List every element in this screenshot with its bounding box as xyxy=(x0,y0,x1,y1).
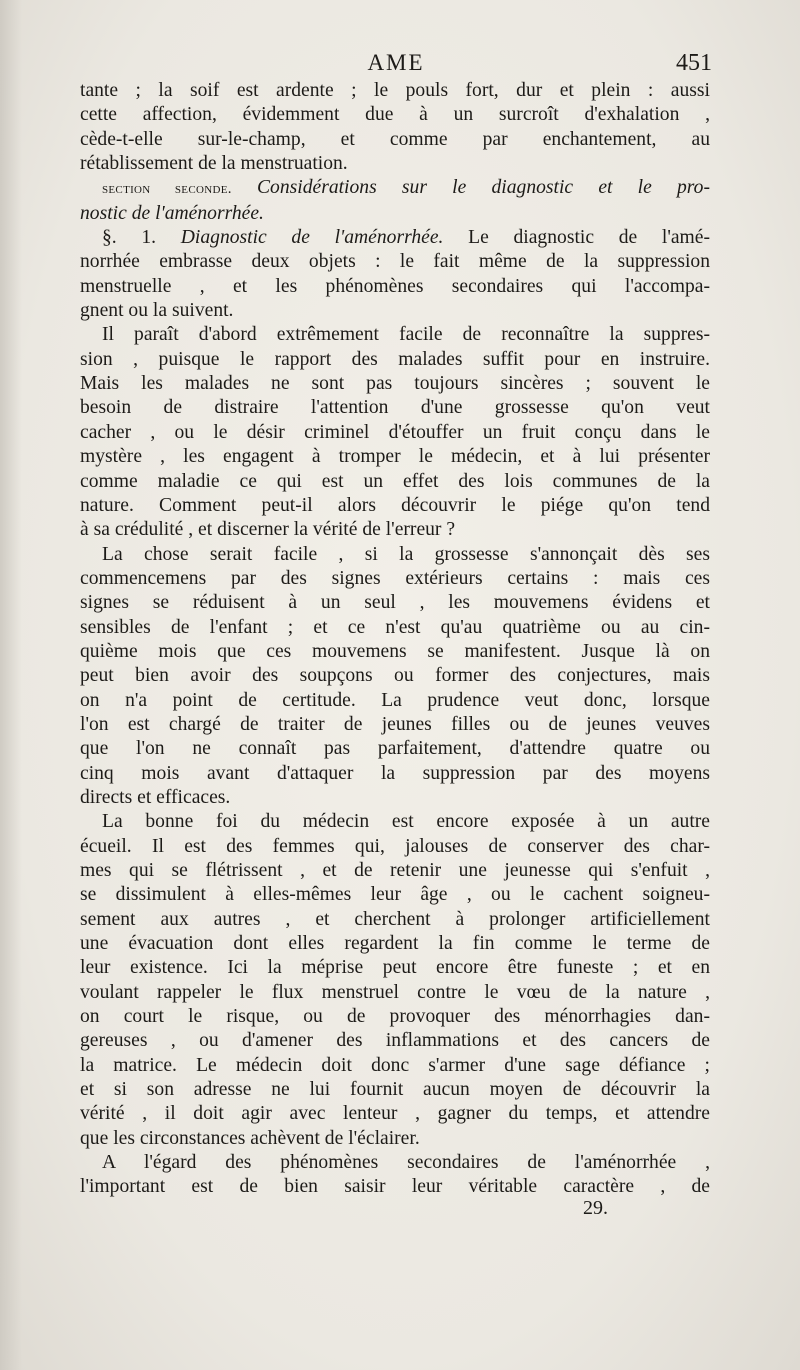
line-text: sion , puisque le rapport des malades suffit pour en instruire. xyxy=(80,348,710,370)
text-line xyxy=(80,202,710,226)
text-line xyxy=(80,1005,710,1029)
text-line xyxy=(80,226,710,250)
text-line xyxy=(80,323,710,347)
text-line xyxy=(80,956,710,980)
text-line xyxy=(80,372,710,396)
line-text: La bonne foi du médecin est encore exposée à un autre xyxy=(102,811,710,833)
page-number: 451 xyxy=(676,50,712,76)
text-line xyxy=(80,713,710,737)
text-line xyxy=(80,152,710,176)
text-line xyxy=(80,79,710,103)
body-text xyxy=(80,79,710,1200)
text-line xyxy=(80,396,710,420)
line-text: besoin de distraire l'attention d'une grossesse qu'on veut xyxy=(80,397,710,419)
line-text: A l'égard des phénomènes secondaires de l'aménorrhée , xyxy=(102,1152,710,1174)
text-line xyxy=(80,128,710,152)
text-line xyxy=(80,859,710,883)
text-line xyxy=(80,250,710,274)
text-line xyxy=(80,518,710,542)
text-line xyxy=(80,299,710,323)
italic-heading: Considérations sur le diagnostic et le pro- xyxy=(256,177,710,199)
text-line xyxy=(80,737,710,761)
line-text: cacher , ou le désir criminel d'étouffer un fruit conçu dans le xyxy=(80,421,710,443)
line-text: Mais les malades ne sont pas toujours sincères ; souvent le xyxy=(80,373,710,395)
text-line xyxy=(80,275,710,299)
text-line xyxy=(80,786,710,810)
line-text: mes qui se flétrissent , et de retenir une jeunesse qui s'enfuit , xyxy=(80,860,710,881)
text-line xyxy=(80,591,710,615)
text-line xyxy=(80,981,710,1005)
line-text: leur existence. Ici la méprise peut encore être funeste ; et en xyxy=(80,957,710,979)
text-line xyxy=(80,567,710,591)
line-text: et si son adresse ne lui fournit aucun moyen de découvrir la xyxy=(80,1079,710,1101)
line-text: quième mois que ces mouvemens se manifestent. Jusque là on xyxy=(80,640,710,662)
line-text: on court le risque, ou de provoquer des ménorrhagies dan- xyxy=(80,1006,710,1028)
text-line xyxy=(80,470,710,494)
text-line xyxy=(80,689,710,713)
line-text: cinq mois avant d'attaquer la suppression par des moyens xyxy=(80,762,710,784)
line-text: à sa crédulité , et discerner la vérité de l'erreur ? xyxy=(80,519,456,541)
text-line xyxy=(80,883,710,907)
text-line xyxy=(80,762,710,786)
text-line xyxy=(80,1029,710,1053)
text-line xyxy=(80,664,710,688)
paragraph-number: §. 1. xyxy=(102,227,157,249)
line-text: écueil. Il est des femmes qui, jalouses de conserver des char- xyxy=(80,835,710,857)
line-text: cède-t-elle sur-le-champ, et comme par enchantement, au xyxy=(80,128,710,150)
line-text: rétablissement de la menstruation. xyxy=(80,153,348,175)
line-text: voulant rappeler le flux menstruel contre le vœu de la nature , xyxy=(80,981,710,1003)
line-text: l'on est chargé de traiter de jeunes filles ou de jeunes veuves xyxy=(80,713,710,735)
line-text: cette affection, évidemment due à un surcroît d'exhalation , xyxy=(80,104,710,126)
text-line xyxy=(80,640,710,664)
line-text: tante ; la soif est ardente ; le pouls fort, dur et plein : aussi xyxy=(80,80,710,101)
line-text: comme maladie ce qui est un effet des lois communes de la xyxy=(80,470,710,492)
text-line xyxy=(80,835,710,859)
text-line xyxy=(80,1054,710,1078)
text-line xyxy=(80,1151,710,1175)
text-line xyxy=(80,445,710,469)
line-text: commencemens par des signes extérieurs certains : mais ces xyxy=(80,567,710,589)
text-line xyxy=(80,1078,710,1102)
text-line xyxy=(80,1175,710,1199)
text-line xyxy=(80,1102,710,1126)
line-text: sement aux autres , et cherchent à prolonger artificiellement xyxy=(80,908,710,930)
line-text: nature. Comment peut-il alors découvrir le piége qu'on tend xyxy=(80,494,710,516)
line-text: menstruelle , et les phénomènes secondaires qui l'accompa- xyxy=(80,275,710,297)
text-line xyxy=(80,421,710,445)
line-text: que les circonstances achèvent de l'éclairer. xyxy=(80,1127,420,1149)
binding-shadow xyxy=(0,0,22,1370)
line-text: l'important est de bien saisir leur véritable caractère , de xyxy=(80,1176,710,1198)
text-line xyxy=(80,494,710,518)
line-text: Le diagnostic de l'amé- xyxy=(468,227,711,249)
line-text: directs et efficaces. xyxy=(80,786,231,808)
text-line xyxy=(80,543,710,567)
line-text: se dissimulent à elles-mêmes leur âge , ou le cachent soigneu- xyxy=(80,884,710,906)
printer-signature: 29. xyxy=(583,1197,608,1219)
line-text: que l'on ne connaît pas parfaitement, d'attendre quatre ou xyxy=(80,738,710,760)
text-line xyxy=(80,103,710,127)
text-line xyxy=(80,176,710,201)
line-text: la matrice. Le médecin doit donc s'armer d'une sage défiance ; xyxy=(80,1054,710,1076)
italic-heading: Diagnostic de l'aménorrhée. xyxy=(180,227,444,249)
line-text: Il paraît d'abord extrêmement facile de reconnaître la suppres- xyxy=(102,324,710,346)
text-line xyxy=(80,616,710,640)
line-text: La chose serait facile , si la grossesse s'annonçait dès ses xyxy=(102,543,710,565)
line-text: mystère , les engagent à tromper le médecin, et à lui présenter xyxy=(80,446,710,468)
line-text: vérité , il doit agir avec lenteur , gagner du temps, et attendre xyxy=(80,1103,710,1125)
line-text: norrhée embrasse deux objets : le fait même de la suppression xyxy=(80,251,710,273)
text-line xyxy=(80,348,710,372)
italic-heading: nostic de l'aménorrhée. xyxy=(80,202,264,224)
line-text: on n'a point de certitude. La prudence veut donc, lorsque xyxy=(80,689,710,711)
line-text: sensibles de l'enfant ; et ce n'est qu'au quatrième ou au cin- xyxy=(80,616,710,638)
running-head: AME xyxy=(367,50,425,75)
line-text: peut bien avoir des soupçons ou former des conjectures, mais xyxy=(80,665,710,687)
text-line xyxy=(80,908,710,932)
line-text: gnent ou la suivent. xyxy=(80,300,234,322)
line-text: gereuses , ou d'amener des inflammations et des cancers de xyxy=(80,1030,710,1052)
line-text: signes se réduisent à un seul , les mouvemens évidens et xyxy=(80,592,710,614)
text-line xyxy=(80,1127,710,1151)
text-line xyxy=(80,932,710,956)
section-label: section seconde. xyxy=(102,181,232,198)
line-text: une évacuation dont elles regardent la fin comme le terme de xyxy=(80,933,710,955)
text-line xyxy=(80,810,710,834)
